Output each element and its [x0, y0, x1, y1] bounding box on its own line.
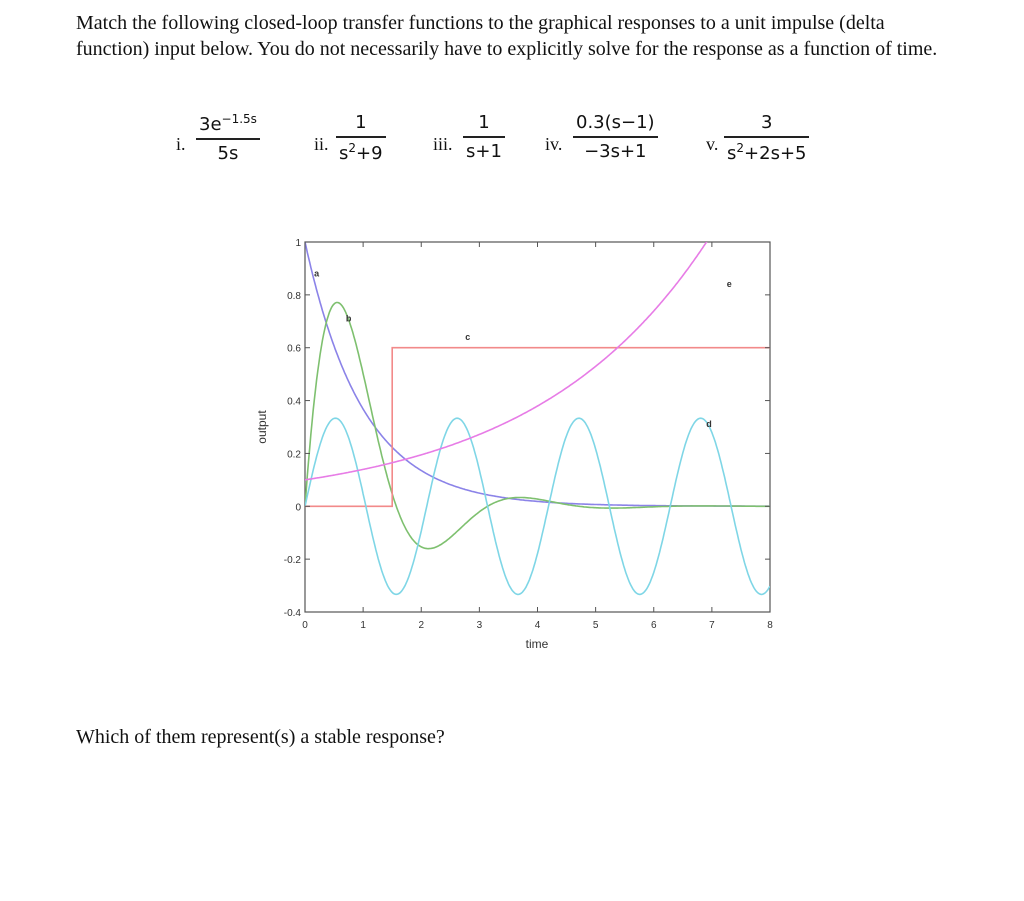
tf-roman-label: v.: [706, 134, 719, 154]
series-label-e: e: [726, 278, 732, 289]
transfer-function-iv: [545, 112, 665, 176]
x-tick-label: 4: [534, 620, 541, 631]
x-tick-label: 3: [476, 620, 483, 631]
transfer-function-i: [176, 112, 286, 176]
y-tick-label: 0: [295, 502, 301, 514]
series-line-e: [305, 230, 722, 480]
tf-numerator: $3e^{-1.5s}$: [199, 112, 257, 135]
y-tick-label: 0.8: [287, 290, 301, 302]
tf-roman-label: iv.: [545, 134, 563, 154]
tf-denominator: $s^2+9$: [339, 140, 383, 164]
x-tick-label: 5: [592, 620, 599, 631]
y-tick-label: -0.2: [283, 555, 301, 567]
series-label-b: b: [345, 313, 352, 324]
series-layer: [305, 230, 770, 594]
transfer-function-iii: [433, 112, 513, 176]
tf-denominator: $s^2+2s+5$: [727, 140, 807, 164]
y-tick-label: 1: [295, 238, 301, 249]
tf-denominator: 5s: [217, 142, 239, 164]
y-tick-label: 0.6: [287, 343, 301, 355]
question-text: Match the following closed-loop transfer functions to the graphical responses to a unit impulse (delta function) input below. You do not necessarily have to explicitly solve for the response as a function of time.: [76, 12, 938, 60]
x-axis-label: time: [525, 637, 549, 651]
y-tick-label: -0.4: [283, 608, 301, 619]
followup-question: Which of them represent(s) a stable response?: [76, 726, 445, 748]
transfer-function-v: [706, 112, 836, 176]
y-axis-label: output: [255, 410, 269, 444]
tf-roman-label: ii.: [314, 134, 329, 154]
axes-layer: [284, 238, 773, 631]
y-tick-label: 0.4: [287, 396, 301, 408]
series-label-a: a: [314, 268, 320, 279]
x-tick-label: 8: [767, 620, 773, 631]
x-tick-label: 0: [302, 620, 308, 631]
x-tick-label: 2: [418, 620, 425, 631]
y-tick-label: 0.2: [287, 449, 301, 461]
tf-numerator: 0.3(s−1): [576, 112, 655, 133]
series-label-c: c: [465, 331, 471, 342]
x-tick-label: 7: [709, 620, 715, 631]
series-line-b: [305, 303, 770, 549]
impulse-response-chart: [240, 230, 800, 660]
x-tick-label: 6: [650, 620, 657, 631]
tf-numerator: 1: [478, 112, 490, 133]
tf-denominator: s+1: [466, 140, 502, 162]
series-label-d: d: [706, 419, 712, 429]
tf-numerator: 3: [761, 112, 773, 133]
transfer-function-ii: [314, 112, 404, 176]
tf-denominator: −3s+1: [584, 140, 647, 162]
tf-roman-label: iii.: [433, 134, 453, 154]
x-tick-label: 1: [360, 620, 366, 631]
tf-roman-label: i.: [176, 134, 186, 154]
tf-numerator: 1: [355, 112, 367, 133]
